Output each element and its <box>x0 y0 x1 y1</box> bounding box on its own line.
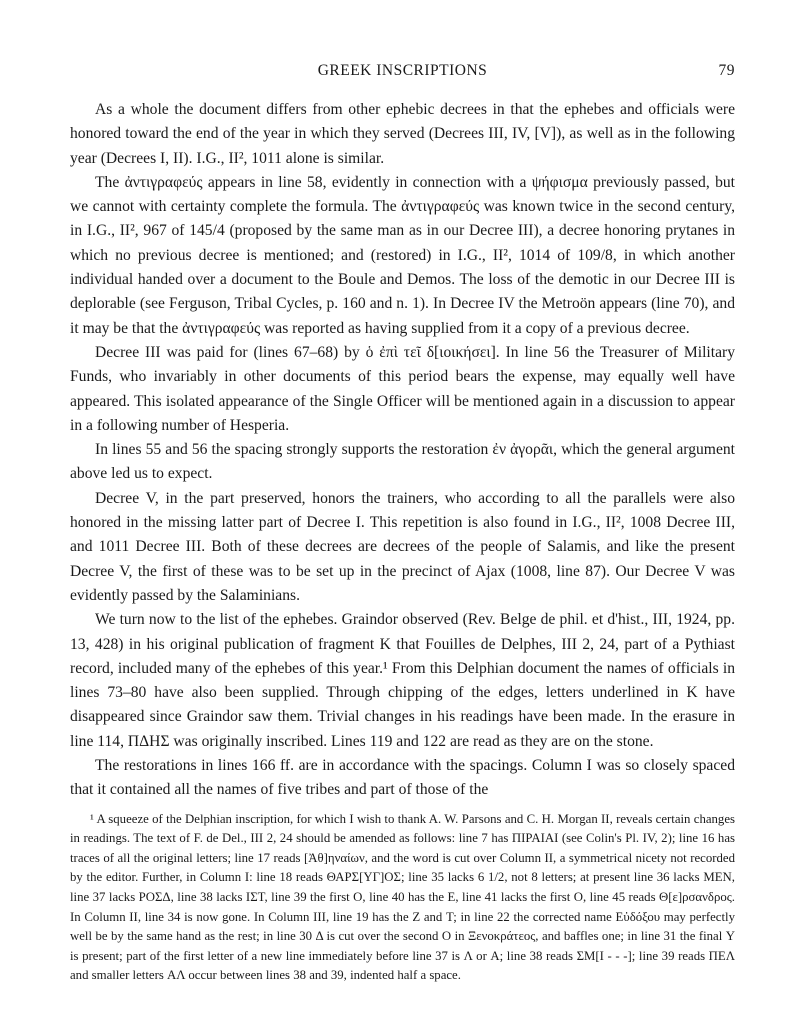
page-number: 79 <box>718 62 735 79</box>
paragraph: The restorations in lines 166 ff. are in accordance with the spacings. Column I was so closely spaced that it contained all the names of five tribes and part of those of the <box>70 757 735 799</box>
paragraph: We turn now to the list of the ephebes. Graindor observed (Rev. Belge de phil. et d'hist., III, 1924, pp. 13, 428) in his original publication of fragment K that Fouilles de Delphes, III 2, 24, part of a Pythiast record, included many of the ephebes of this year.¹ From this Delphian document the names of officials in lines 73–80 have also been supplied. Through chipping of the edges, letters underlined in K have disappeared since Graindor saw them. Trivial changes in his readings have been made. In the erasure in line 114, ΠΔΗΣ was originally inscribed. Lines 119 and 122 are read as they are on the stone. <box>70 611 735 750</box>
footnotes <box>70 810 735 986</box>
footnote: ¹ A squeeze of the Delphian inscription, for which I wish to thank A. W. Parsons and C. H. Morgan II, reveals certain changes in readings. The text of F. de Del., III 2, 24 should be amended as follows: line 7 has ΠΙΡΑΙΑΙ (see Colin's Pl. IV, 2); line 16 has traces of all the original letters; line 17 reads [Ἀθ]ηναίων, and the word is cut over Column II, a symmetrical nicety not recorded by the editor. Further, in Column I: line 18 reads ΘΑΡΣ[ΥΓ]ΟΣ; line 35 lacks 6 1/2, not 8 letters; at present line 36 lacks ΜΕΝ, line 37 lacks ΡΟΣΔ, line 38 lacks ΙΣΤ, line 39 the first O, line 40 has the E, line 41 lacks the first O, line 45 reads Θ[ε]ρσανδρος. In Column II, line 34 is now gone. In Column III, line 19 has the Z and Τ; in line 22 the corrected name Εὐδόξου may perfectly well be by the same hand as the rest; in line 30 Δ is cut over the second O in Ξενοκράτεος, and baffles one; in line 31 the final Υ is present; part of the first letter of a new line immediately before line 37 is Λ or Α; line 38 reads ΣΜ[Ι - - -]; line 39 reads ΠΕΛ and smaller letters ΑΛ occur between lines 38 and 39, indented half a space. <box>70 811 735 983</box>
paragraph: The ἀντιγραφεύς appears in line 58, evidently in connection with a ψήφισμα previously passed, but we cannot with certainty complete the formula. The ἀντιγραφεύς was known twice in the second century, in I.G., II², 967 of 145/4 (proposed by the same man as in our Decree III), a decree honoring prytanes in which no previous decree is mentioned; and (restored) in I.G., II², 1014 of 109/8, in which another individual handed over a document to the Boule and Demos. The loss of the demotic in our Decree III is deplorable (see Ferguson, Tribal Cycles, p. 160 and n. 1). In Decree IV the Metroön appears (line 70), and it may be that the ἀντιγραφεύς was reported as having supplied from it a copy of a previous decree. <box>70 173 735 337</box>
paragraph: In lines 55 and 56 the spacing strongly supports the restoration ἐν ἀγορᾶι, which the general argument above led us to expect. <box>70 441 735 483</box>
page-header <box>70 62 735 84</box>
paragraph: Decree III was paid for (lines 67–68) by ὁ ἐπὶ τεῖ δ[ιοικήσει]. In line 56 the Treasurer of Military Funds, who invariably in other documents of this period bears the expense, may equally well have appeared. This isolated appearance of the Single Officer will be mentioned again in a discussion to appear in a following number of Hesperia. <box>70 343 735 434</box>
paragraph: As a whole the document differs from other ephebic decrees in that the ephebes and officials were honored toward the end of the year in which they served (Decrees III, IV, [V]), as well as in the following year (Decrees I, II). I.G., II², 1011 alone is similar. <box>70 101 735 167</box>
paragraph: Decree V, in the part preserved, honors the trainers, who according to all the parallels were also honored in the missing latter part of Decree I. This repetition is also found in I.G., II², 1008 Decree III, and 1011 Decree III. Both of these decrees are decrees of the people of Salamis, and like the present Decree V, the first of these was to be set up in the precinct of Ajax (1008, line 87). Our Decree V was evidently passed by the Salaminians. <box>70 489 735 604</box>
body-text <box>70 98 735 803</box>
running-head: GREEK INSCRIPTIONS <box>317 62 488 79</box>
